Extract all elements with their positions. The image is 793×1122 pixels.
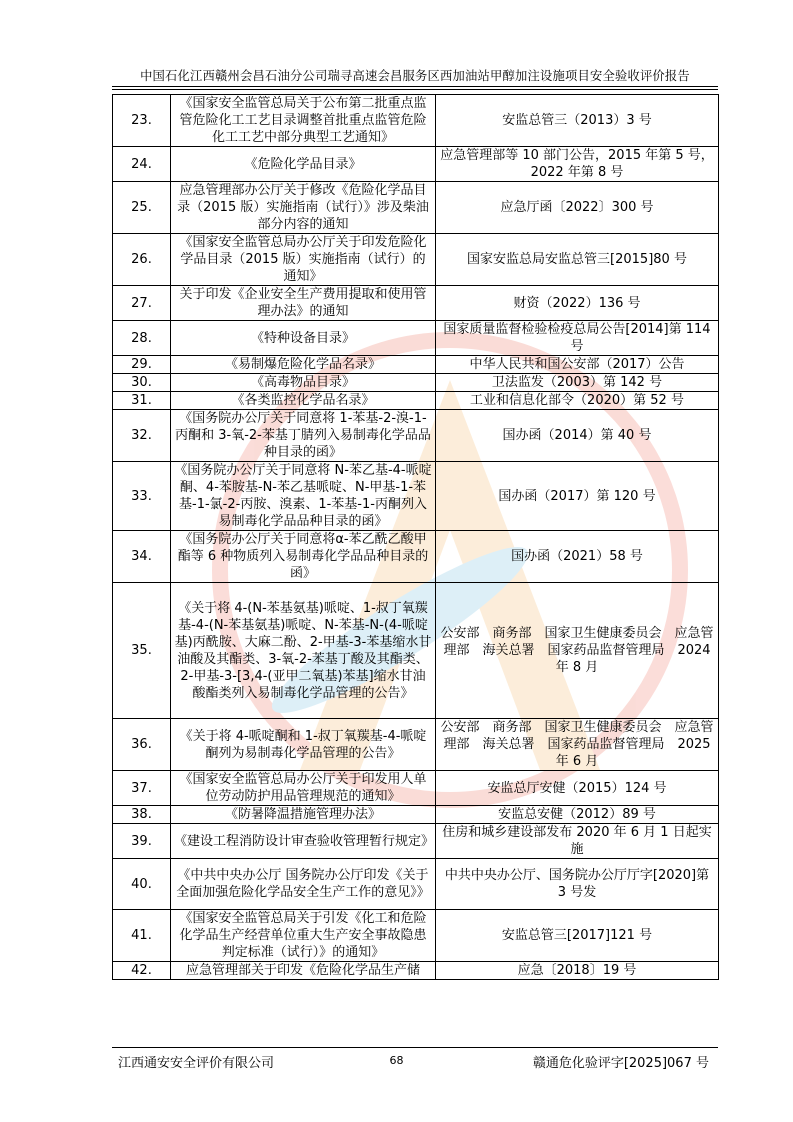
regulation-table [112,94,719,980]
table-row [113,771,719,806]
table-row [113,182,719,234]
document-reference: 国家安监总局安监总管三[2015]80 号 [436,234,719,286]
document-reference: 应急〔2018〕19 号 [436,962,719,980]
table-row [113,962,719,980]
table-row [113,286,719,321]
row-number: 24. [113,147,171,182]
row-number: 25. [113,182,171,234]
table-row [113,824,719,859]
document-reference: 安监总管三[2017]121 号 [436,910,719,962]
row-number: 37. [113,771,171,806]
document-reference: 安监总厅安健（2015）124 号 [436,771,719,806]
table-row [113,147,719,182]
document-name: 《中共中央办公厅 国务院办公厅印发《关于全面加强危险化学品安全生产工作的意见》》 [171,859,436,910]
document-name: 《国家安全监管总局办公厅关于印发危险化学品目录（2015 版）实施指南（试行）的通知》 [171,234,436,286]
document-name: 《国家安全监管总局办公厅关于印发用人单位劳动防护用品管理规范的通知》 [171,771,436,806]
table-row [113,392,719,410]
row-number: 38. [113,806,171,824]
document-reference: 国办函（2021）58 号 [436,531,719,583]
footer-rule [112,1047,718,1048]
document-reference: 中共中央办公厅、国务院办公厅厅字[2020]第 3 号发 [436,859,719,910]
row-number: 33. [113,462,171,531]
row-number: 28. [113,321,171,356]
document-name: 《国务院办公厅关于同意将 1-苯基-2-溴-1-丙酮和 3-氧-2-苯基丁腈列入易制毒化学品品种目录的函》 [171,410,436,462]
row-number: 35. [113,583,171,719]
document-reference: 国办函（2014）第 40 号 [436,410,719,462]
document-reference: 中华人民共和国公安部（2017）公告 [436,356,719,374]
table-row [113,910,719,962]
row-number: 36. [113,719,171,771]
header-rule [112,86,718,87]
table-row [113,859,719,910]
document-reference: 国办函（2017）第 120 号 [436,462,719,531]
document-number: 赣通危化验评字[2025]067 号 [532,1056,709,1071]
document-reference: 应急管理部等 10 部门公告，2015 年第 5 号，2022 年第 8 号 [436,147,719,182]
document-reference: 国家质量监督检验检疫总局公告[2014]第 114 号 [436,321,719,356]
row-number: 39. [113,824,171,859]
row-number: 34. [113,531,171,583]
document-name: 《国家安全监管总局关于引发《化工和危险化学品生产经营单位重大生产安全事故隐患判定标准（试行）》的通知》 [171,910,436,962]
table-row [113,583,719,719]
document-name: 应急管理部办公厅关于修改《危险化学品目录（2015 版）实施指南（试行）》涉及柴油部分内容的通知 [171,182,436,234]
row-number: 29. [113,356,171,374]
row-number: 32. [113,410,171,462]
document-reference: 公安部 商务部 国家卫生健康委员会 应急管理部 海关总署 国家药品监督管理局 2024 年 8 月 [436,583,719,719]
row-number: 23. [113,95,171,147]
document-reference: 卫法监发（2003）第 142 号 [436,374,719,392]
row-number: 41. [113,910,171,962]
document-reference: 应急厅函〔2022〕300 号 [436,182,719,234]
table-row [113,531,719,583]
document-name: 《易制爆危险化学品名录》 [171,356,436,374]
table-row [113,462,719,531]
table-row [113,356,719,374]
document-name: 《国务院办公厅关于同意将 N-苯乙基-4-哌啶酮、4-苯胺基-N-苯乙基哌啶、N-甲基-1-苯基-1-氯-2-丙胺、溴素、1-苯基-1-丙酮列入易制毒化学品品种目录的函》 [171,462,436,531]
document-reference: 工业和信息化部令（2020）第 52 号 [436,392,719,410]
document-name: 《特种设备目录》 [171,321,436,356]
table-row [113,410,719,462]
document-name: 《关于将 4-(N-苯基氨基)哌啶、1-叔丁氧羰基-4-(N-苯基氨基)哌啶、N-苯基-N-(4-哌啶基)丙酰胺、大麻二酚、2-甲基-3-苯基缩水甘油酸及其酯类、3-氧-2-苯基丁酸及其酯类、2-甲基-3-[3,4-(亚甲二氧基)苯基]缩水甘油酸酯类列入易制毒化学品管理的公告》 [171,583,436,719]
document-name: 应急管理部关于印发《危险化学品生产储 [171,962,436,980]
document-reference: 财资（2022）136 号 [436,286,719,321]
document-reference: 公安部 商务部 国家卫生健康委员会 应急管理部 海关总署 国家药品监督管理局 2025 年 6 月 [436,719,719,771]
footer-company: 江西通安安全评价有限公司 [118,1056,275,1071]
document-reference: 住房和城乡建设部发布 2020 年 6 月 1 日起实施 [436,824,719,859]
document-name: 《关于将 4-哌啶酮和 1-叔丁氧羰基-4-哌啶酮列为易制毒化学品管理的公告》 [171,719,436,771]
page-number: 68 [389,1054,404,1067]
document-reference: 安监总安健（2012）89 号 [436,806,719,824]
header-rule-second [112,89,718,90]
row-number: 30. [113,374,171,392]
table-row [113,806,719,824]
document-reference: 安监总管三（2013）3 号 [436,95,719,147]
page-header: 中国石化江西赣州会昌石油分公司瑞寻高速会昌服务区西加油站甲醇加注设施项目安全验收评价报告 [140,69,690,83]
table-row [113,321,719,356]
document-name: 《防暑降温措施管理办法》 [171,806,436,824]
document-name: 关于印发《企业安全生产费用提取和使用管理办法》的通知 [171,286,436,321]
row-number: 31. [113,392,171,410]
row-number: 42. [113,962,171,980]
row-number: 26. [113,234,171,286]
table-row [113,719,719,771]
row-number: 40. [113,859,171,910]
table-row [113,95,719,147]
table-row [113,374,719,392]
document-name: 《国务院办公厅关于同意将α-苯乙酰乙酸甲酯等 6 种物质列入易制毒化学品品种目录的函》 [171,531,436,583]
row-number: 27. [113,286,171,321]
document-name: 《危险化学品目录》 [171,147,436,182]
table-row [113,234,719,286]
document-name: 《高毒物品目录》 [171,374,436,392]
document-name: 《各类监控化学品名录》 [171,392,436,410]
document-name: 《建设工程消防设计审查验收管理暂行规定》 [171,824,436,859]
document-name: 《国家安全监管总局关于公布第二批重点监管危险化工工艺目录调整首批重点监管危险化工工艺中部分典型工艺通知》 [171,95,436,147]
